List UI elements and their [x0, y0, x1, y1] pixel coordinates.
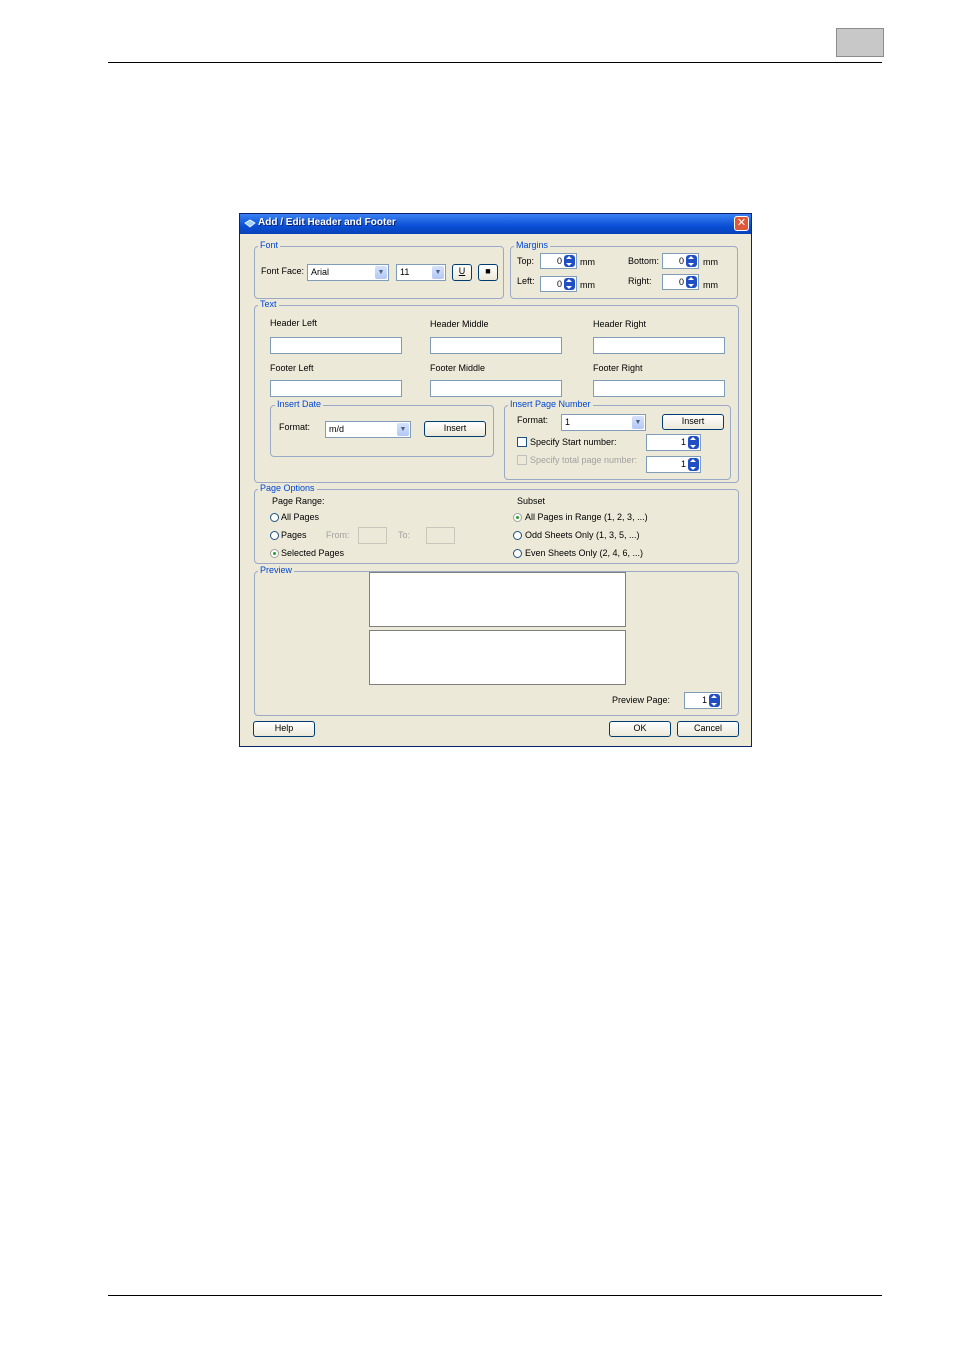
specify-total-page-checkbox[interactable] [517, 455, 527, 465]
subset-label: Subset [517, 496, 546, 506]
margin-top-label: Top: [517, 256, 535, 266]
subset-even-radio[interactable] [513, 549, 522, 558]
specify-start-number-label: Specify Start number: [530, 437, 617, 447]
margin-bottom-spinner[interactable] [662, 253, 699, 269]
subset-all-label: All Pages in Range (1, 2, 3, ...) [525, 512, 648, 522]
cancel-button-label: Cancel [693, 723, 722, 733]
chevron-down-icon[interactable]: ▼ [632, 416, 644, 429]
header-middle-input[interactable] [430, 337, 562, 354]
margin-right-label: Right: [628, 276, 652, 286]
page-number-format-label: Format: [517, 415, 549, 425]
specify-total-page-label: Specify total page number: [530, 455, 638, 465]
footer-right-input[interactable] [593, 380, 725, 397]
header-preview [369, 572, 626, 627]
from-input[interactable] [358, 527, 387, 544]
footer-left-input[interactable] [270, 380, 402, 397]
margin-top-unit: mm [580, 257, 595, 267]
underline-button[interactable] [452, 264, 472, 281]
margin-top-value: 0 [556, 256, 562, 266]
spinner-arrows-icon[interactable] [686, 255, 697, 267]
margin-bottom-value: 0 [678, 256, 684, 266]
date-format-label: Format: [279, 422, 311, 432]
insert-page-number-button-label: Insert [681, 416, 705, 426]
header-left-label: Header Left [270, 318, 318, 328]
to-label: To: [398, 530, 411, 540]
margins-legend: Margins [516, 240, 549, 250]
subset-odd-radio[interactable] [513, 531, 522, 540]
start-number-value: 1 [680, 437, 686, 447]
spinner-arrows-icon[interactable] [709, 694, 720, 707]
date-format-select[interactable] [325, 421, 411, 438]
close-icon: ✕ [736, 217, 747, 229]
spinner-arrows-icon[interactable] [564, 278, 575, 290]
page-number-tab [836, 28, 884, 57]
pages-label: Pages [281, 530, 307, 540]
footer-rule [108, 1295, 882, 1296]
header-left-input[interactable] [270, 337, 402, 354]
text-legend: Text [260, 299, 277, 309]
pages-radio[interactable] [270, 531, 279, 540]
margin-left-value: 0 [556, 279, 562, 289]
selected-pages-radio[interactable] [270, 549, 279, 558]
spinner-arrows-icon[interactable] [688, 458, 699, 471]
insert-page-number-legend: Insert Page Number [510, 399, 591, 409]
spinner-arrows-icon[interactable] [564, 255, 575, 267]
specify-start-number-checkbox[interactable] [517, 437, 527, 447]
app-icon [244, 219, 256, 228]
spinner-arrows-icon[interactable] [688, 436, 699, 449]
footer-preview [369, 630, 626, 685]
page-number-format-value: 1 [565, 417, 571, 427]
to-input[interactable] [426, 527, 455, 544]
subset-all-radio[interactable] [513, 513, 522, 522]
font-legend: Font [260, 240, 279, 250]
header-footer-dialog [239, 213, 752, 747]
subset-odd-label: Odd Sheets Only (1, 3, 5, ...) [525, 530, 640, 540]
margin-bottom-unit: mm [703, 257, 718, 267]
help-button-label: Help [274, 723, 294, 733]
footer-middle-label: Footer Middle [430, 363, 486, 373]
preview-page-value: 1 [701, 695, 707, 705]
help-button[interactable] [253, 721, 315, 737]
font-size-value: 11 [400, 267, 410, 277]
header-middle-label: Header Middle [430, 319, 489, 329]
underline-icon: U [458, 266, 466, 276]
close-button[interactable] [734, 216, 749, 231]
margin-left-unit: mm [580, 280, 595, 290]
title-bar[interactable] [240, 214, 751, 234]
margin-top-spinner[interactable] [540, 253, 577, 269]
header-right-label: Header Right [593, 319, 647, 329]
ok-button[interactable] [609, 721, 671, 737]
font-face-value: Arial [311, 267, 330, 277]
spinner-arrows-icon[interactable] [686, 276, 697, 288]
total-page-value: 1 [680, 459, 686, 469]
total-page-spinner[interactable] [646, 456, 701, 473]
preview-page-spinner[interactable] [684, 692, 722, 709]
footer-left-label: Footer Left [270, 363, 314, 373]
font-face-select[interactable] [307, 264, 389, 281]
insert-page-number-button[interactable] [662, 414, 724, 430]
all-pages-radio[interactable] [270, 513, 279, 522]
date-format-value: m/d [329, 424, 345, 434]
ok-button-label: OK [633, 723, 647, 733]
from-label: From: [326, 530, 350, 540]
margin-left-spinner[interactable] [540, 276, 577, 292]
chevron-down-icon[interactable]: ▼ [375, 266, 387, 279]
page-options-legend: Page Options [260, 483, 315, 493]
selected-pages-label: Selected Pages [281, 548, 345, 558]
chevron-down-icon[interactable]: ▼ [432, 266, 444, 279]
font-face-label: Font Face: [261, 266, 305, 276]
font-size-select[interactable] [396, 264, 446, 281]
dialog-title: Add / Edit Header and Footer [258, 217, 396, 228]
insert-date-legend: Insert Date [277, 399, 322, 409]
footer-middle-input[interactable] [430, 380, 562, 397]
margin-bottom-label: Bottom: [628, 256, 660, 266]
color-swatch-icon: ■ [485, 266, 491, 276]
margin-right-spinner[interactable] [662, 274, 699, 290]
margin-right-value: 0 [678, 277, 684, 287]
preview-page-label: Preview Page: [612, 695, 671, 705]
chevron-down-icon[interactable]: ▼ [397, 423, 409, 436]
font-color-button[interactable] [478, 264, 498, 281]
margin-right-unit: mm [703, 280, 718, 290]
footer-right-label: Footer Right [593, 363, 643, 373]
page-range-label: Page Range: [272, 496, 325, 506]
insert-date-button[interactable] [424, 421, 486, 437]
margin-left-label: Left: [517, 276, 535, 286]
preview-legend: Preview [260, 565, 293, 575]
header-rule [108, 62, 882, 63]
subset-even-label: Even Sheets Only (2, 4, 6, ...) [525, 548, 644, 558]
page-number-format-select[interactable] [561, 414, 646, 431]
cancel-button[interactable] [677, 721, 739, 737]
start-number-spinner[interactable] [646, 434, 701, 451]
header-right-input[interactable] [593, 337, 725, 354]
all-pages-label: All Pages [281, 512, 320, 522]
insert-date-button-label: Insert [443, 423, 467, 433]
